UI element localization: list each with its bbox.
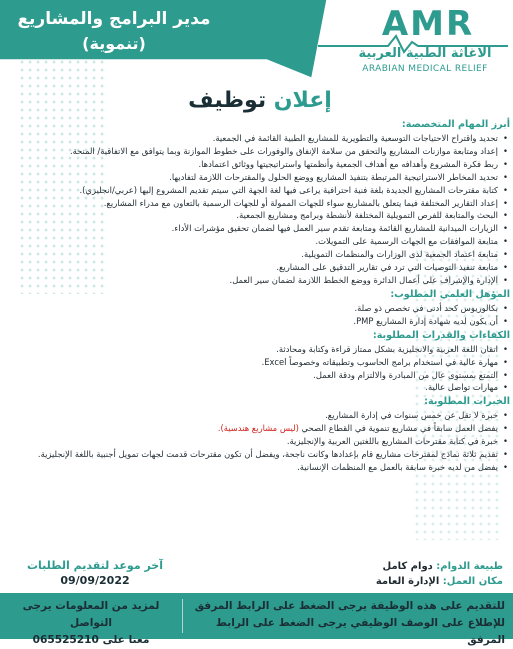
contact-line: لمزيد من المعلومات يرجى التواصل xyxy=(22,600,160,629)
logo-arabic-name: الاغاثة الطبية العربية xyxy=(358,46,492,61)
list-item: • متابعة اعتماد الجمعية لدى الوزارات والمنظمات التمويلية. xyxy=(14,248,498,261)
work-details xyxy=(243,559,503,589)
skills-list xyxy=(14,343,510,395)
work-location-label: مكان العمل: xyxy=(442,576,503,587)
work-location-value: الإدارة العامة xyxy=(375,576,440,587)
list-item: • خبرة في كتابة مقترحات المشاريع باللغتين العربية والإنجليزية. xyxy=(14,435,498,448)
list-item: • متابعة الموافقات مع الجهات الرسمية على التمويلات. xyxy=(14,235,498,248)
logo-wordmark: AMR xyxy=(381,4,475,44)
deadline-label: آخر موعد لتقديم الطلبات xyxy=(26,559,164,572)
list-item: • ربط فكرة المشروع وأهدافه مع أهداف الجمعية وأنظمتها واستراتيجيتها ووثائق اعتمادها. xyxy=(14,158,498,171)
work-location-row xyxy=(243,574,503,589)
experience-note: (ليس مشاريع هندسية). xyxy=(217,423,299,434)
announcement-word-tawzif: توظيف xyxy=(188,88,267,113)
list-item: • الزيارات الميدانية للمشاريع القائمة ومتابعة تقدم سير العمل فيها لضمان تحقيق مؤشرات الأداء. xyxy=(14,222,498,235)
list-item: • أن يكون لديه شهادة إدارة المشاريع PMP. xyxy=(14,315,498,328)
tasks-list xyxy=(14,132,510,287)
list-item: • إعداد التقارير المختلفة فيما يتعلق بالمشاريع سواء للجهات الممولة أو للجهات الرسمية بالتعاون مع مدراء المشاريع. xyxy=(14,197,498,210)
footer-bar xyxy=(0,593,513,646)
tasks-heading: أبرز المهام المتخصصة: xyxy=(401,119,510,130)
logo-english-name: ARABIAN MEDICAL RELIEF xyxy=(362,64,488,74)
list-item: • اتقان اللغة العربية والانجليزية بشكل ممتاز قراءة وكتابة ومحادثة. xyxy=(14,343,498,356)
list-item: • كتابة مقترحات المشاريع الجديدة بلغة فنية احترافية يراعى فيها لغة الجهة التي سيتم تقديم المشروع إليها (عربي/انجليزي). xyxy=(14,184,498,197)
contact-info xyxy=(6,598,176,649)
announcement-word-ilan: إعلان xyxy=(273,88,332,113)
list-item: • متابعة تنفيذ التوصيات التي ترد في تقارير التدقيق على المشاريع. xyxy=(14,261,498,274)
list-item: • التمتع بمستوى عال من المبادرة والالتزام ودقة العمل. xyxy=(14,369,498,382)
list-item: • البحث والمتابعة للفرص التمويلية المختلفة لأنشطة وبرامج ومشاريع الجمعية. xyxy=(14,209,498,222)
list-item-text: يفضل العمل سابقاً في مشاريع تنموية في القطاع الصحي xyxy=(301,423,498,434)
deadline-date: 09/09/2022 xyxy=(60,574,130,587)
announcement-title xyxy=(150,88,370,113)
qualification-heading: المؤهل العلمي المطلوب: xyxy=(390,288,510,300)
skills-heading: الكفاءات والقدرات المطلوبة: xyxy=(372,329,510,341)
list-item: • تحديد واقتراح الاحتياجات التوسعية والتطويرية للمشاريع الطبية القائمة في الجمعية. xyxy=(14,132,498,145)
work-type-row xyxy=(243,559,503,574)
footer-divider xyxy=(182,599,183,633)
qualification-list xyxy=(14,302,510,328)
list-item: • إعداد ومتابعة موازنات المشاريع والتحقق من سلامة الإنفاق والوفورات على خطوط الموازنة وبما يتوافق مع الاتفاقية/ المنحة. xyxy=(14,145,498,158)
experience-heading: الخبرات المطلوبة: xyxy=(424,396,510,408)
list-item: • مهارة عالية في استخدام برامج الحاسوب وتطبيقاته وخصوصاً Excel. xyxy=(14,356,498,369)
work-info xyxy=(0,557,513,593)
list-item: • يفضل من لديه خبرة سابقة بالعمل مع المنظمات الإنسانية. xyxy=(14,461,498,474)
job-title: مدير البرامج والمشاريع xyxy=(17,9,211,29)
list-item: • الإدارة والإشراف على أعمال الدائرة ووضع الخطط اللازمة لضمان سير العمل. xyxy=(14,274,498,287)
list-item xyxy=(14,422,498,435)
work-type-value: دوام كامل xyxy=(382,561,433,572)
job-details xyxy=(14,117,510,474)
list-item: • بكالوريوس كحد أدنى في تخصص ذو صلة. xyxy=(14,302,498,315)
apply-instructions xyxy=(185,598,505,649)
job-subtitle: (تنموية) xyxy=(82,34,146,53)
list-item: • تحديد المخاطر الاستراتيجية المرتبطة بتنفيذ المشاريع ووضع الحلول والمقترحات اللازمة لتفاديها. xyxy=(14,171,498,184)
work-type-label: طبيعة الدوام: xyxy=(436,561,503,572)
apply-link-text[interactable]: للتقديم على هذه الوظيفة يرجى الضغط على الرابط المرفق xyxy=(194,600,505,612)
deadline xyxy=(10,559,180,587)
experience-list xyxy=(14,409,510,474)
job-description-link-text[interactable]: للإطلاع على الوصف الوظيفي يرجى الضغط على الرابط المرفق xyxy=(215,617,505,646)
list-item: • خبرة لا تقل عن خمس سنوات في إدارة المشاريع. xyxy=(14,409,498,422)
list-item: • مهارات تواصل عالية. xyxy=(14,381,498,394)
contact-phone: معنا على 065525210 xyxy=(32,634,150,646)
list-item: • تقديم ثلاثة نماذج لمقترحات مشاريع قام بإعدادها وكانت ناجحة، ويفضل أن تكون مقترحات قدمت لجهات تمويل أجنبية باللغة الإنجليزية. xyxy=(14,448,498,461)
